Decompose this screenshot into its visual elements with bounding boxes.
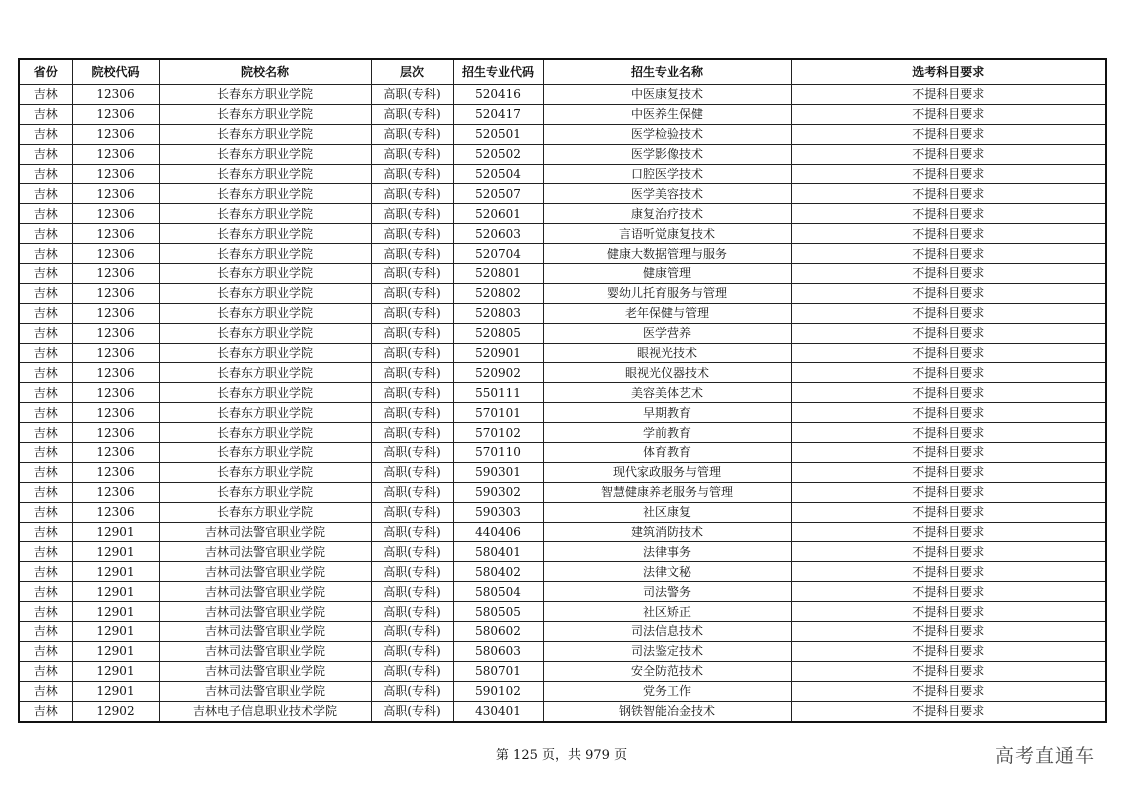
watermark-text: 高考直通车 (994, 745, 1095, 767)
cell-level: 高职(专科) (371, 104, 453, 124)
cell-province: 吉林 (19, 104, 72, 124)
table-row (19, 184, 1106, 204)
cell-province: 吉林 (19, 562, 72, 582)
cell-major-code: 520501 (453, 124, 543, 144)
cell-subject-requirement: 不提科目要求 (791, 85, 1106, 105)
table-row (19, 622, 1106, 642)
cell-province: 吉林 (19, 602, 72, 622)
cell-subject-requirement: 不提科目要求 (791, 204, 1106, 224)
header-province: 省份 (19, 59, 72, 85)
cell-level: 高职(专科) (371, 542, 453, 562)
cell-major-code: 520805 (453, 323, 543, 343)
cell-level: 高职(专科) (371, 224, 453, 244)
cell-province: 吉林 (19, 184, 72, 204)
table-row (19, 343, 1106, 363)
cell-major-code: 570110 (453, 443, 543, 463)
cell-major-code: 570101 (453, 403, 543, 423)
cell-school-code: 12901 (72, 622, 159, 642)
cell-major-code: 580602 (453, 622, 543, 642)
cell-major-name: 现代家政服务与管理 (543, 462, 791, 482)
cell-school-name: 长春东方职业学院 (159, 104, 371, 124)
cell-province: 吉林 (19, 264, 72, 284)
cell-major-code: 520801 (453, 264, 543, 284)
cell-school-code: 12306 (72, 363, 159, 383)
cell-school-code: 12306 (72, 164, 159, 184)
cell-subject-requirement: 不提科目要求 (791, 104, 1106, 124)
cell-school-name: 长春东方职业学院 (159, 482, 371, 502)
cell-school-code: 12306 (72, 482, 159, 502)
cell-level: 高职(专科) (371, 582, 453, 602)
cell-level: 高职(专科) (371, 283, 453, 303)
header-school-code: 院校代码 (72, 59, 159, 85)
cell-major-code: 440406 (453, 522, 543, 542)
cell-school-name: 长春东方职业学院 (159, 244, 371, 264)
cell-major-code: 520902 (453, 363, 543, 383)
cell-school-code: 12306 (72, 423, 159, 443)
cell-school-name: 长春东方职业学院 (159, 403, 371, 423)
cell-subject-requirement: 不提科目要求 (791, 582, 1106, 602)
cell-school-name: 长春东方职业学院 (159, 164, 371, 184)
cell-level: 高职(专科) (371, 363, 453, 383)
cell-province: 吉林 (19, 224, 72, 244)
cell-school-name: 长春东方职业学院 (159, 502, 371, 522)
cell-subject-requirement: 不提科目要求 (791, 363, 1106, 383)
cell-school-name: 长春东方职业学院 (159, 85, 371, 105)
cell-major-code: 520901 (453, 343, 543, 363)
cell-level: 高职(专科) (371, 124, 453, 144)
cell-school-code: 12306 (72, 502, 159, 522)
cell-subject-requirement: 不提科目要求 (791, 661, 1106, 681)
cell-subject-requirement: 不提科目要求 (791, 423, 1106, 443)
cell-province: 吉林 (19, 283, 72, 303)
cell-subject-requirement: 不提科目要求 (791, 124, 1106, 144)
cell-school-code: 12306 (72, 144, 159, 164)
cell-major-code: 520603 (453, 224, 543, 244)
cell-level: 高职(专科) (371, 661, 453, 681)
cell-major-name: 言语听觉康复技术 (543, 224, 791, 244)
cell-school-code: 12306 (72, 184, 159, 204)
cell-major-name: 社区矫正 (543, 602, 791, 622)
cell-school-name: 长春东方职业学院 (159, 363, 371, 383)
cell-province: 吉林 (19, 363, 72, 383)
cell-school-name: 吉林电子信息职业技术学院 (159, 701, 371, 721)
cell-major-name: 健康大数据管理与服务 (543, 244, 791, 264)
cell-school-code: 12902 (72, 701, 159, 721)
cell-school-code: 12901 (72, 681, 159, 701)
cell-major-code: 520802 (453, 283, 543, 303)
cell-major-name: 钢铁智能冶金技术 (543, 701, 791, 721)
table-row (19, 462, 1106, 482)
cell-school-name: 长春东方职业学院 (159, 303, 371, 323)
table-row (19, 204, 1106, 224)
cell-province: 吉林 (19, 164, 72, 184)
cell-school-code: 12306 (72, 343, 159, 363)
cell-major-code: 520507 (453, 184, 543, 204)
cell-province: 吉林 (19, 244, 72, 264)
table-row (19, 641, 1106, 661)
cell-major-name: 党务工作 (543, 681, 791, 701)
cell-major-name: 社区康复 (543, 502, 791, 522)
cell-province: 吉林 (19, 423, 72, 443)
cell-level: 高职(专科) (371, 562, 453, 582)
cell-major-code: 580603 (453, 641, 543, 661)
cell-major-code: 570102 (453, 423, 543, 443)
cell-major-name: 医学检验技术 (543, 124, 791, 144)
cell-school-name: 吉林司法警官职业学院 (159, 582, 371, 602)
cell-school-name: 吉林司法警官职业学院 (159, 562, 371, 582)
cell-province: 吉林 (19, 661, 72, 681)
cell-subject-requirement: 不提科目要求 (791, 303, 1106, 323)
cell-province: 吉林 (19, 144, 72, 164)
table-header-row (19, 59, 1106, 85)
cell-school-name: 吉林司法警官职业学院 (159, 681, 371, 701)
cell-major-code: 520416 (453, 85, 543, 105)
cell-school-code: 12306 (72, 224, 159, 244)
cell-major-name: 眼视光仪器技术 (543, 363, 791, 383)
cell-major-name: 建筑消防技术 (543, 522, 791, 542)
cell-school-name: 长春东方职业学院 (159, 423, 371, 443)
cell-province: 吉林 (19, 542, 72, 562)
cell-level: 高职(专科) (371, 184, 453, 204)
cell-school-code: 12901 (72, 582, 159, 602)
cell-subject-requirement: 不提科目要求 (791, 283, 1106, 303)
header-level: 层次 (371, 59, 453, 85)
cell-school-code: 12901 (72, 602, 159, 622)
cell-school-code: 12901 (72, 641, 159, 661)
cell-level: 高职(专科) (371, 641, 453, 661)
cell-school-name: 长春东方职业学院 (159, 323, 371, 343)
cell-province: 吉林 (19, 482, 72, 502)
table-row (19, 303, 1106, 323)
cell-subject-requirement: 不提科目要求 (791, 343, 1106, 363)
cell-major-name: 医学营养 (543, 323, 791, 343)
cell-level: 高职(专科) (371, 701, 453, 721)
cell-school-code: 12306 (72, 283, 159, 303)
cell-school-code: 12306 (72, 264, 159, 284)
cell-major-code: 590301 (453, 462, 543, 482)
cell-province: 吉林 (19, 681, 72, 701)
cell-level: 高职(专科) (371, 423, 453, 443)
cell-major-code: 520704 (453, 244, 543, 264)
cell-province: 吉林 (19, 343, 72, 363)
cell-major-name: 中医养生保健 (543, 104, 791, 124)
table-row (19, 562, 1106, 582)
cell-level: 高职(专科) (371, 462, 453, 482)
cell-province: 吉林 (19, 303, 72, 323)
cell-major-name: 康复治疗技术 (543, 204, 791, 224)
cell-subject-requirement: 不提科目要求 (791, 482, 1106, 502)
table-row (19, 701, 1106, 721)
cell-subject-requirement: 不提科目要求 (791, 383, 1106, 403)
table-row (19, 423, 1106, 443)
cell-major-name: 体育教育 (543, 443, 791, 463)
cell-level: 高职(专科) (371, 85, 453, 105)
cell-major-name: 早期教育 (543, 403, 791, 423)
cell-subject-requirement: 不提科目要求 (791, 502, 1106, 522)
cell-level: 高职(专科) (371, 622, 453, 642)
cell-school-name: 吉林司法警官职业学院 (159, 641, 371, 661)
cell-level: 高职(专科) (371, 522, 453, 542)
cell-school-name: 吉林司法警官职业学院 (159, 622, 371, 642)
table-row (19, 164, 1106, 184)
cell-school-name: 长春东方职业学院 (159, 124, 371, 144)
cell-school-code: 12306 (72, 104, 159, 124)
table-row (19, 85, 1106, 105)
cell-level: 高职(专科) (371, 443, 453, 463)
cell-province: 吉林 (19, 323, 72, 343)
cell-major-code: 430401 (453, 701, 543, 721)
cell-major-name: 美容美体艺术 (543, 383, 791, 403)
cell-subject-requirement: 不提科目要求 (791, 184, 1106, 204)
cell-province: 吉林 (19, 124, 72, 144)
table-body (19, 85, 1106, 722)
cell-school-code: 12306 (72, 124, 159, 144)
cell-subject-requirement: 不提科目要求 (791, 681, 1106, 701)
cell-school-code: 12306 (72, 462, 159, 482)
cell-level: 高职(专科) (371, 264, 453, 284)
cell-major-name: 健康管理 (543, 264, 791, 284)
cell-major-name: 法律文秘 (543, 562, 791, 582)
cell-level: 高职(专科) (371, 164, 453, 184)
cell-major-name: 法律事务 (543, 542, 791, 562)
cell-school-name: 长春东方职业学院 (159, 184, 371, 204)
cell-subject-requirement: 不提科目要求 (791, 224, 1106, 244)
cell-subject-requirement: 不提科目要求 (791, 144, 1106, 164)
cell-major-code: 520502 (453, 144, 543, 164)
table-row (19, 522, 1106, 542)
cell-level: 高职(专科) (371, 244, 453, 264)
cell-school-name: 长春东方职业学院 (159, 204, 371, 224)
table-row (19, 602, 1106, 622)
table-row (19, 383, 1106, 403)
cell-level: 高职(专科) (371, 602, 453, 622)
table-row (19, 443, 1106, 463)
cell-province: 吉林 (19, 204, 72, 224)
cell-level: 高职(专科) (371, 343, 453, 363)
cell-school-code: 12901 (72, 562, 159, 582)
cell-major-code: 580504 (453, 582, 543, 602)
cell-subject-requirement: 不提科目要求 (791, 602, 1106, 622)
cell-major-name: 司法鉴定技术 (543, 641, 791, 661)
cell-subject-requirement: 不提科目要求 (791, 164, 1106, 184)
cell-major-code: 520417 (453, 104, 543, 124)
table-row (19, 661, 1106, 681)
cell-major-code: 580401 (453, 542, 543, 562)
cell-level: 高职(专科) (371, 502, 453, 522)
table-row (19, 144, 1106, 164)
header-major-name: 招生专业名称 (543, 59, 791, 85)
table-row (19, 582, 1106, 602)
cell-subject-requirement: 不提科目要求 (791, 622, 1106, 642)
cell-province: 吉林 (19, 462, 72, 482)
admissions-table (18, 58, 1107, 723)
table-row (19, 681, 1106, 701)
cell-level: 高职(专科) (371, 383, 453, 403)
cell-major-name: 医学影像技术 (543, 144, 791, 164)
cell-major-name: 婴幼儿托育服务与管理 (543, 283, 791, 303)
table-row (19, 482, 1106, 502)
cell-school-code: 12901 (72, 542, 159, 562)
cell-subject-requirement: 不提科目要求 (791, 264, 1106, 284)
cell-school-name: 长春东方职业学院 (159, 383, 371, 403)
table-row (19, 283, 1106, 303)
cell-subject-requirement: 不提科目要求 (791, 701, 1106, 721)
table-row (19, 403, 1106, 423)
cell-subject-requirement: 不提科目要求 (791, 403, 1106, 423)
cell-province: 吉林 (19, 522, 72, 542)
cell-major-code: 520504 (453, 164, 543, 184)
cell-major-code: 580402 (453, 562, 543, 582)
cell-province: 吉林 (19, 622, 72, 642)
cell-major-name: 司法信息技术 (543, 622, 791, 642)
cell-school-code: 12306 (72, 303, 159, 323)
cell-province: 吉林 (19, 383, 72, 403)
cell-province: 吉林 (19, 403, 72, 423)
cell-province: 吉林 (19, 443, 72, 463)
cell-major-name: 中医康复技术 (543, 85, 791, 105)
cell-level: 高职(专科) (371, 204, 453, 224)
cell-school-name: 吉林司法警官职业学院 (159, 522, 371, 542)
header-major-code: 招生专业代码 (453, 59, 543, 85)
cell-school-name: 吉林司法警官职业学院 (159, 542, 371, 562)
table-row (19, 502, 1106, 522)
cell-major-code: 520803 (453, 303, 543, 323)
cell-school-name: 吉林司法警官职业学院 (159, 661, 371, 681)
cell-major-code: 590302 (453, 482, 543, 502)
cell-major-code: 550111 (453, 383, 543, 403)
cell-level: 高职(专科) (371, 303, 453, 323)
cell-school-name: 长春东方职业学院 (159, 144, 371, 164)
cell-subject-requirement: 不提科目要求 (791, 244, 1106, 264)
cell-school-code: 12901 (72, 661, 159, 681)
cell-school-code: 12306 (72, 85, 159, 105)
cell-level: 高职(专科) (371, 323, 453, 343)
page-number: 第 125 页，共 979 页 (495, 748, 628, 763)
cell-school-name: 长春东方职业学院 (159, 283, 371, 303)
cell-major-code: 590102 (453, 681, 543, 701)
cell-school-name: 长春东方职业学院 (159, 224, 371, 244)
cell-major-name: 医学美容技术 (543, 184, 791, 204)
cell-major-code: 580701 (453, 661, 543, 681)
cell-major-name: 老年保健与管理 (543, 303, 791, 323)
cell-school-name: 长春东方职业学院 (159, 462, 371, 482)
cell-major-code: 580505 (453, 602, 543, 622)
cell-school-code: 12901 (72, 522, 159, 542)
cell-level: 高职(专科) (371, 482, 453, 502)
cell-subject-requirement: 不提科目要求 (791, 641, 1106, 661)
header-school-name: 院校名称 (159, 59, 371, 85)
cell-school-code: 12306 (72, 443, 159, 463)
cell-school-code: 12306 (72, 383, 159, 403)
table-row (19, 323, 1106, 343)
cell-major-name: 学前教育 (543, 423, 791, 443)
cell-subject-requirement: 不提科目要求 (791, 562, 1106, 582)
cell-subject-requirement: 不提科目要求 (791, 522, 1106, 542)
cell-subject-requirement: 不提科目要求 (791, 542, 1106, 562)
table-row (19, 363, 1106, 383)
cell-major-name: 眼视光技术 (543, 343, 791, 363)
cell-major-code: 520601 (453, 204, 543, 224)
table-row (19, 542, 1106, 562)
cell-level: 高职(专科) (371, 681, 453, 701)
cell-subject-requirement: 不提科目要求 (791, 443, 1106, 463)
cell-level: 高职(专科) (371, 144, 453, 164)
cell-school-code: 12306 (72, 244, 159, 264)
table-row (19, 264, 1106, 284)
cell-level: 高职(专科) (371, 403, 453, 423)
cell-school-name: 长春东方职业学院 (159, 343, 371, 363)
cell-major-name: 口腔医学技术 (543, 164, 791, 184)
cell-school-code: 12306 (72, 323, 159, 343)
cell-school-name: 吉林司法警官职业学院 (159, 602, 371, 622)
cell-school-code: 12306 (72, 204, 159, 224)
header-subject-requirement: 选考科目要求 (791, 59, 1106, 85)
cell-province: 吉林 (19, 582, 72, 602)
table-row (19, 224, 1106, 244)
cell-school-name: 长春东方职业学院 (159, 443, 371, 463)
cell-major-name: 智慧健康养老服务与管理 (543, 482, 791, 502)
cell-major-code: 590303 (453, 502, 543, 522)
cell-province: 吉林 (19, 641, 72, 661)
cell-major-name: 司法警务 (543, 582, 791, 602)
cell-province: 吉林 (19, 502, 72, 522)
table-row (19, 124, 1106, 144)
cell-school-name: 长春东方职业学院 (159, 264, 371, 284)
table-row (19, 244, 1106, 264)
cell-subject-requirement: 不提科目要求 (791, 323, 1106, 343)
cell-major-name: 安全防范技术 (543, 661, 791, 681)
cell-province: 吉林 (19, 85, 72, 105)
cell-school-code: 12306 (72, 403, 159, 423)
table-row (19, 104, 1106, 124)
cell-subject-requirement: 不提科目要求 (791, 462, 1106, 482)
cell-province: 吉林 (19, 701, 72, 721)
